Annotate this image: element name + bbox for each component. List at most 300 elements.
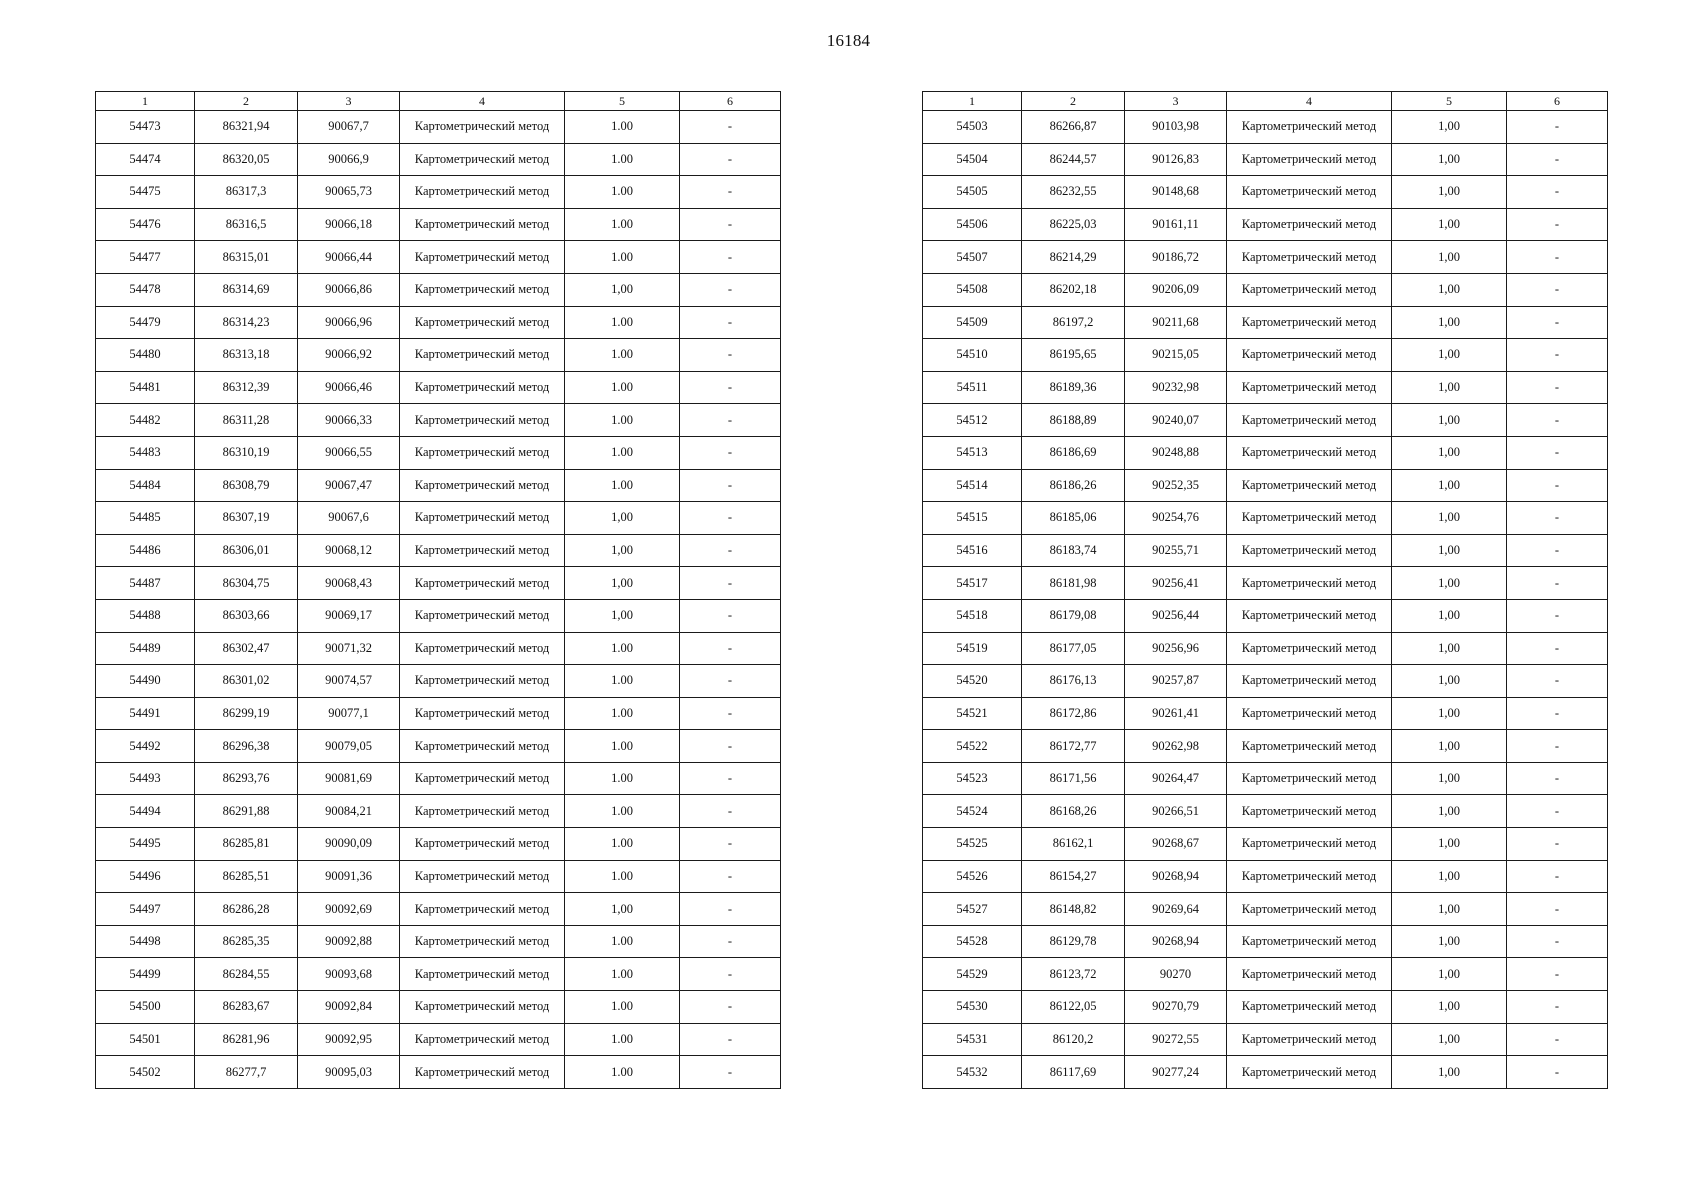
accuracy-cell: 1,00	[1392, 273, 1507, 306]
note-cell: -	[680, 795, 781, 828]
table-row	[923, 306, 1608, 339]
y-coordinate-cell: 90066,9	[298, 143, 400, 176]
x-coordinate-cell: 86123,72	[1022, 958, 1125, 991]
method-cell: Картометрический метод	[1227, 567, 1392, 600]
note-cell: -	[1507, 273, 1608, 306]
table-row	[923, 436, 1608, 469]
column-header-5: 5	[565, 92, 680, 111]
y-coordinate-cell: 90092,69	[298, 893, 400, 926]
table-row	[923, 1056, 1608, 1089]
table-row	[96, 925, 781, 958]
accuracy-cell: 1,00	[1392, 762, 1507, 795]
method-cell: Картометрический метод	[400, 339, 565, 372]
note-cell: -	[680, 143, 781, 176]
point-number-cell: 54524	[923, 795, 1022, 828]
method-cell: Картометрический метод	[1227, 893, 1392, 926]
y-coordinate-cell: 90066,18	[298, 208, 400, 241]
note-cell: -	[1507, 502, 1608, 535]
table-row	[96, 469, 781, 502]
y-coordinate-cell: 90272,55	[1125, 1023, 1227, 1056]
accuracy-cell: 1,00	[1392, 111, 1507, 144]
x-coordinate-cell: 86321,94	[195, 111, 298, 144]
point-number-cell: 54502	[96, 1056, 195, 1089]
method-cell: Картометрический метод	[1227, 730, 1392, 763]
method-cell: Картометрический метод	[400, 502, 565, 535]
table-row	[96, 567, 781, 600]
point-number-cell: 54523	[923, 762, 1022, 795]
table-row	[96, 632, 781, 665]
accuracy-cell: 1.00	[565, 371, 680, 404]
method-cell: Картометрический метод	[400, 665, 565, 698]
note-cell: -	[680, 404, 781, 437]
accuracy-cell: 1,00	[1392, 469, 1507, 502]
point-number-cell: 54510	[923, 339, 1022, 372]
note-cell: -	[680, 534, 781, 567]
accuracy-cell: 1.00	[565, 991, 680, 1024]
x-coordinate-cell: 86316,5	[195, 208, 298, 241]
accuracy-cell: 1.00	[565, 208, 680, 241]
y-coordinate-cell: 90252,35	[1125, 469, 1227, 502]
y-coordinate-cell: 90095,03	[298, 1056, 400, 1089]
table-row	[923, 208, 1608, 241]
accuracy-cell: 1,00	[565, 502, 680, 535]
method-cell: Картометрический метод	[1227, 632, 1392, 665]
y-coordinate-cell: 90270	[1125, 958, 1227, 991]
note-cell: -	[1507, 143, 1608, 176]
y-coordinate-cell: 90240,07	[1125, 404, 1227, 437]
x-coordinate-cell: 86188,89	[1022, 404, 1125, 437]
point-number-cell: 54500	[96, 991, 195, 1024]
point-number-cell: 54530	[923, 991, 1022, 1024]
method-cell: Картометрический метод	[1227, 958, 1392, 991]
accuracy-cell: 1,00	[1392, 730, 1507, 763]
header-row	[96, 92, 781, 111]
table-row	[923, 762, 1608, 795]
method-cell: Картометрический метод	[400, 958, 565, 991]
accuracy-cell: 1,00	[1392, 339, 1507, 372]
table-row	[96, 697, 781, 730]
table-row	[923, 273, 1608, 306]
y-coordinate-cell: 90092,84	[298, 991, 400, 1024]
x-coordinate-cell: 86303,66	[195, 599, 298, 632]
column-header-1: 1	[923, 92, 1022, 111]
accuracy-cell: 1,00	[1392, 665, 1507, 698]
y-coordinate-cell: 90126,83	[1125, 143, 1227, 176]
accuracy-cell: 1,00	[1392, 958, 1507, 991]
note-cell: -	[1507, 306, 1608, 339]
x-coordinate-cell: 86154,27	[1022, 860, 1125, 893]
point-number-cell: 54491	[96, 697, 195, 730]
method-cell: Картометрический метод	[400, 143, 565, 176]
method-cell: Картометрический метод	[1227, 991, 1392, 1024]
note-cell: -	[680, 176, 781, 209]
method-cell: Картометрический метод	[400, 469, 565, 502]
y-coordinate-cell: 90069,17	[298, 599, 400, 632]
y-coordinate-cell: 90066,96	[298, 306, 400, 339]
table-row	[923, 111, 1608, 144]
table-row	[96, 208, 781, 241]
table-row	[96, 371, 781, 404]
point-number-cell: 54525	[923, 828, 1022, 861]
table-row	[923, 991, 1608, 1024]
note-cell: -	[680, 730, 781, 763]
x-coordinate-cell: 86172,77	[1022, 730, 1125, 763]
note-cell: -	[1507, 958, 1608, 991]
x-coordinate-cell: 86284,55	[195, 958, 298, 991]
accuracy-cell: 1,00	[1392, 860, 1507, 893]
y-coordinate-cell: 90074,57	[298, 665, 400, 698]
accuracy-cell: 1,00	[565, 893, 680, 926]
table-row	[923, 893, 1608, 926]
note-cell: -	[680, 860, 781, 893]
method-cell: Картометрический метод	[400, 1056, 565, 1089]
table-row	[96, 339, 781, 372]
accuracy-cell: 1,00	[1392, 306, 1507, 339]
y-coordinate-cell: 90256,44	[1125, 599, 1227, 632]
accuracy-cell: 1,00	[1392, 534, 1507, 567]
accuracy-cell: 1.00	[565, 404, 680, 437]
page-number: 16184	[826, 31, 871, 50]
y-coordinate-cell: 90071,32	[298, 632, 400, 665]
table-row	[96, 1023, 781, 1056]
y-coordinate-cell: 90270,79	[1125, 991, 1227, 1024]
table-row	[96, 958, 781, 991]
x-coordinate-cell: 86225,03	[1022, 208, 1125, 241]
point-number-cell: 54481	[96, 371, 195, 404]
y-coordinate-cell: 90161,11	[1125, 208, 1227, 241]
x-coordinate-cell: 86308,79	[195, 469, 298, 502]
point-number-cell: 54478	[96, 273, 195, 306]
table-row	[96, 176, 781, 209]
y-coordinate-cell: 90066,46	[298, 371, 400, 404]
method-cell: Картометрический метод	[1227, 1056, 1392, 1089]
accuracy-cell: 1,00	[1392, 925, 1507, 958]
accuracy-cell: 1,00	[1392, 599, 1507, 632]
point-number-cell: 54518	[923, 599, 1022, 632]
accuracy-cell: 1.00	[565, 143, 680, 176]
method-cell: Картометрический метод	[400, 436, 565, 469]
table-row	[923, 1023, 1608, 1056]
note-cell: -	[1507, 893, 1608, 926]
column-header-4: 4	[1227, 92, 1392, 111]
method-cell: Картометрический метод	[400, 730, 565, 763]
accuracy-cell: 1.00	[565, 762, 680, 795]
x-coordinate-cell: 86189,36	[1022, 371, 1125, 404]
note-cell: -	[680, 599, 781, 632]
point-number-cell: 54501	[96, 1023, 195, 1056]
point-number-cell: 54529	[923, 958, 1022, 991]
accuracy-cell: 1,00	[1392, 404, 1507, 437]
note-cell: -	[680, 502, 781, 535]
method-cell: Картометрический метод	[400, 795, 565, 828]
method-cell: Картометрический метод	[1227, 925, 1392, 958]
y-coordinate-cell: 90067,7	[298, 111, 400, 144]
x-coordinate-cell: 86291,88	[195, 795, 298, 828]
note-cell: -	[1507, 828, 1608, 861]
accuracy-cell: 1,00	[1392, 436, 1507, 469]
coordinates-table-left	[95, 91, 781, 1089]
column-header-4: 4	[400, 92, 565, 111]
table-row	[923, 730, 1608, 763]
method-cell: Картометрический метод	[1227, 208, 1392, 241]
y-coordinate-cell: 90067,47	[298, 469, 400, 502]
x-coordinate-cell: 86285,51	[195, 860, 298, 893]
point-number-cell: 54485	[96, 502, 195, 535]
table-row	[923, 795, 1608, 828]
point-number-cell: 54494	[96, 795, 195, 828]
accuracy-cell: 1,00	[565, 273, 680, 306]
x-coordinate-cell: 86320,05	[195, 143, 298, 176]
point-number-cell: 54475	[96, 176, 195, 209]
note-cell: -	[680, 1023, 781, 1056]
note-cell: -	[680, 1056, 781, 1089]
note-cell: -	[680, 828, 781, 861]
y-coordinate-cell: 90257,87	[1125, 665, 1227, 698]
method-cell: Картометрический метод	[1227, 599, 1392, 632]
note-cell: -	[680, 306, 781, 339]
method-cell: Картометрический метод	[400, 273, 565, 306]
table-body	[96, 111, 781, 1089]
table-row	[96, 991, 781, 1024]
x-coordinate-cell: 86185,06	[1022, 502, 1125, 535]
accuracy-cell: 1,00	[1392, 176, 1507, 209]
y-coordinate-cell: 90248,88	[1125, 436, 1227, 469]
method-cell: Картометрический метод	[1227, 339, 1392, 372]
note-cell: -	[1507, 469, 1608, 502]
table-header	[923, 92, 1608, 111]
table-row	[923, 241, 1608, 274]
x-coordinate-cell: 86179,08	[1022, 599, 1125, 632]
point-number-cell: 54499	[96, 958, 195, 991]
accuracy-cell: 1,00	[565, 567, 680, 600]
x-coordinate-cell: 86311,28	[195, 404, 298, 437]
method-cell: Картометрический метод	[1227, 371, 1392, 404]
accuracy-cell: 1,00	[1392, 632, 1507, 665]
x-coordinate-cell: 86172,86	[1022, 697, 1125, 730]
method-cell: Картометрический метод	[400, 111, 565, 144]
accuracy-cell: 1.00	[565, 469, 680, 502]
note-cell: -	[1507, 241, 1608, 274]
x-coordinate-cell: 86186,69	[1022, 436, 1125, 469]
y-coordinate-cell: 90066,86	[298, 273, 400, 306]
point-number-cell: 54514	[923, 469, 1022, 502]
y-coordinate-cell: 90232,98	[1125, 371, 1227, 404]
table-row	[96, 893, 781, 926]
method-cell: Картометрический метод	[400, 1023, 565, 1056]
x-coordinate-cell: 86122,05	[1022, 991, 1125, 1024]
accuracy-cell: 1.00	[565, 241, 680, 274]
method-cell: Картометрический метод	[400, 991, 565, 1024]
note-cell: -	[680, 273, 781, 306]
x-coordinate-cell: 86177,05	[1022, 632, 1125, 665]
y-coordinate-cell: 90269,64	[1125, 893, 1227, 926]
table-row	[923, 665, 1608, 698]
point-number-cell: 54488	[96, 599, 195, 632]
note-cell: -	[680, 697, 781, 730]
note-cell: -	[1507, 1023, 1608, 1056]
point-number-cell: 54479	[96, 306, 195, 339]
point-number-cell: 54504	[923, 143, 1022, 176]
y-coordinate-cell: 90068,12	[298, 534, 400, 567]
method-cell: Картометрический метод	[400, 534, 565, 567]
point-number-cell: 54476	[96, 208, 195, 241]
table-row	[96, 502, 781, 535]
table-row	[923, 469, 1608, 502]
table-row	[923, 958, 1608, 991]
method-cell: Картометрический метод	[400, 208, 565, 241]
method-cell: Картометрический метод	[400, 893, 565, 926]
method-cell: Картометрический метод	[1227, 306, 1392, 339]
x-coordinate-cell: 86317,3	[195, 176, 298, 209]
note-cell: -	[1507, 795, 1608, 828]
method-cell: Картометрический метод	[400, 925, 565, 958]
y-coordinate-cell: 90148,68	[1125, 176, 1227, 209]
point-number-cell: 54526	[923, 860, 1022, 893]
note-cell: -	[680, 925, 781, 958]
accuracy-cell: 1.00	[565, 958, 680, 991]
y-coordinate-cell: 90092,88	[298, 925, 400, 958]
x-coordinate-cell: 86286,28	[195, 893, 298, 926]
point-number-cell: 54517	[923, 567, 1022, 600]
note-cell: -	[1507, 860, 1608, 893]
note-cell: -	[1507, 176, 1608, 209]
y-coordinate-cell: 90266,51	[1125, 795, 1227, 828]
column-header-5: 5	[1392, 92, 1507, 111]
table-row	[96, 795, 781, 828]
accuracy-cell: 1,00	[1392, 502, 1507, 535]
accuracy-cell: 1.00	[565, 828, 680, 861]
x-coordinate-cell: 86306,01	[195, 534, 298, 567]
table-row	[96, 241, 781, 274]
table-row	[96, 436, 781, 469]
note-cell: -	[680, 469, 781, 502]
note-cell: -	[680, 339, 781, 372]
y-coordinate-cell: 90091,36	[298, 860, 400, 893]
point-number-cell: 54495	[96, 828, 195, 861]
column-header-2: 2	[1022, 92, 1125, 111]
y-coordinate-cell: 90066,92	[298, 339, 400, 372]
accuracy-cell: 1,00	[1392, 1056, 1507, 1089]
x-coordinate-cell: 86176,13	[1022, 665, 1125, 698]
accuracy-cell: 1,00	[1392, 241, 1507, 274]
note-cell: -	[1507, 697, 1608, 730]
note-cell: -	[1507, 208, 1608, 241]
y-coordinate-cell: 90077,1	[298, 697, 400, 730]
y-coordinate-cell: 90256,96	[1125, 632, 1227, 665]
table-row	[96, 273, 781, 306]
note-cell: -	[1507, 991, 1608, 1024]
method-cell: Картометрический метод	[400, 762, 565, 795]
y-coordinate-cell: 90255,71	[1125, 534, 1227, 567]
y-coordinate-cell: 90065,73	[298, 176, 400, 209]
point-number-cell: 54531	[923, 1023, 1022, 1056]
column-header-3: 3	[298, 92, 400, 111]
method-cell: Картометрический метод	[400, 860, 565, 893]
point-number-cell: 54480	[96, 339, 195, 372]
header-row	[923, 92, 1608, 111]
accuracy-cell: 1.00	[565, 795, 680, 828]
method-cell: Картометрический метод	[400, 306, 565, 339]
note-cell: -	[1507, 436, 1608, 469]
y-coordinate-cell: 90215,05	[1125, 339, 1227, 372]
point-number-cell: 54522	[923, 730, 1022, 763]
x-coordinate-cell: 86315,01	[195, 241, 298, 274]
y-coordinate-cell: 90093,68	[298, 958, 400, 991]
accuracy-cell: 1.00	[565, 111, 680, 144]
x-coordinate-cell: 86302,47	[195, 632, 298, 665]
point-number-cell: 54512	[923, 404, 1022, 437]
method-cell: Картометрический метод	[400, 241, 565, 274]
table-row	[96, 828, 781, 861]
point-number-cell: 54483	[96, 436, 195, 469]
coordinates-table-right	[922, 91, 1608, 1089]
table-row	[923, 339, 1608, 372]
method-cell: Картометрический метод	[400, 371, 565, 404]
x-coordinate-cell: 86296,38	[195, 730, 298, 763]
y-coordinate-cell: 90261,41	[1125, 697, 1227, 730]
table-row	[96, 111, 781, 144]
y-coordinate-cell: 90103,98	[1125, 111, 1227, 144]
x-coordinate-cell: 86232,55	[1022, 176, 1125, 209]
method-cell: Картометрический метод	[1227, 860, 1392, 893]
method-cell: Картометрический метод	[1227, 665, 1392, 698]
table-row	[96, 599, 781, 632]
x-coordinate-cell: 86285,81	[195, 828, 298, 861]
x-coordinate-cell: 86214,29	[1022, 241, 1125, 274]
x-coordinate-cell: 86281,96	[195, 1023, 298, 1056]
note-cell: -	[680, 632, 781, 665]
column-header-1: 1	[96, 92, 195, 111]
x-coordinate-cell: 86171,56	[1022, 762, 1125, 795]
x-coordinate-cell: 86181,98	[1022, 567, 1125, 600]
table-row	[923, 697, 1608, 730]
y-coordinate-cell: 90262,98	[1125, 730, 1227, 763]
point-number-cell: 54528	[923, 925, 1022, 958]
x-coordinate-cell: 86183,74	[1022, 534, 1125, 567]
x-coordinate-cell: 86277,7	[195, 1056, 298, 1089]
note-cell: -	[1507, 665, 1608, 698]
point-number-cell: 54511	[923, 371, 1022, 404]
method-cell: Картометрический метод	[1227, 273, 1392, 306]
y-coordinate-cell: 90206,09	[1125, 273, 1227, 306]
point-number-cell: 54509	[923, 306, 1022, 339]
accuracy-cell: 1,00	[1392, 1023, 1507, 1056]
x-coordinate-cell: 86162,1	[1022, 828, 1125, 861]
point-number-cell: 54519	[923, 632, 1022, 665]
point-number-cell: 54473	[96, 111, 195, 144]
table-row	[923, 828, 1608, 861]
accuracy-cell: 1,00	[1392, 371, 1507, 404]
x-coordinate-cell: 86312,39	[195, 371, 298, 404]
point-number-cell: 54492	[96, 730, 195, 763]
table-row	[923, 925, 1608, 958]
x-coordinate-cell: 86129,78	[1022, 925, 1125, 958]
x-coordinate-cell: 86307,19	[195, 502, 298, 535]
note-cell: -	[1507, 371, 1608, 404]
y-coordinate-cell: 90079,05	[298, 730, 400, 763]
method-cell: Картометрический метод	[1227, 404, 1392, 437]
point-number-cell: 54516	[923, 534, 1022, 567]
note-cell: -	[680, 567, 781, 600]
y-coordinate-cell: 90092,95	[298, 1023, 400, 1056]
y-coordinate-cell: 90277,24	[1125, 1056, 1227, 1089]
method-cell: Картометрический метод	[1227, 762, 1392, 795]
note-cell: -	[680, 208, 781, 241]
table-row	[923, 632, 1608, 665]
method-cell: Картометрический метод	[400, 697, 565, 730]
y-coordinate-cell: 90066,44	[298, 241, 400, 274]
point-number-cell: 54477	[96, 241, 195, 274]
